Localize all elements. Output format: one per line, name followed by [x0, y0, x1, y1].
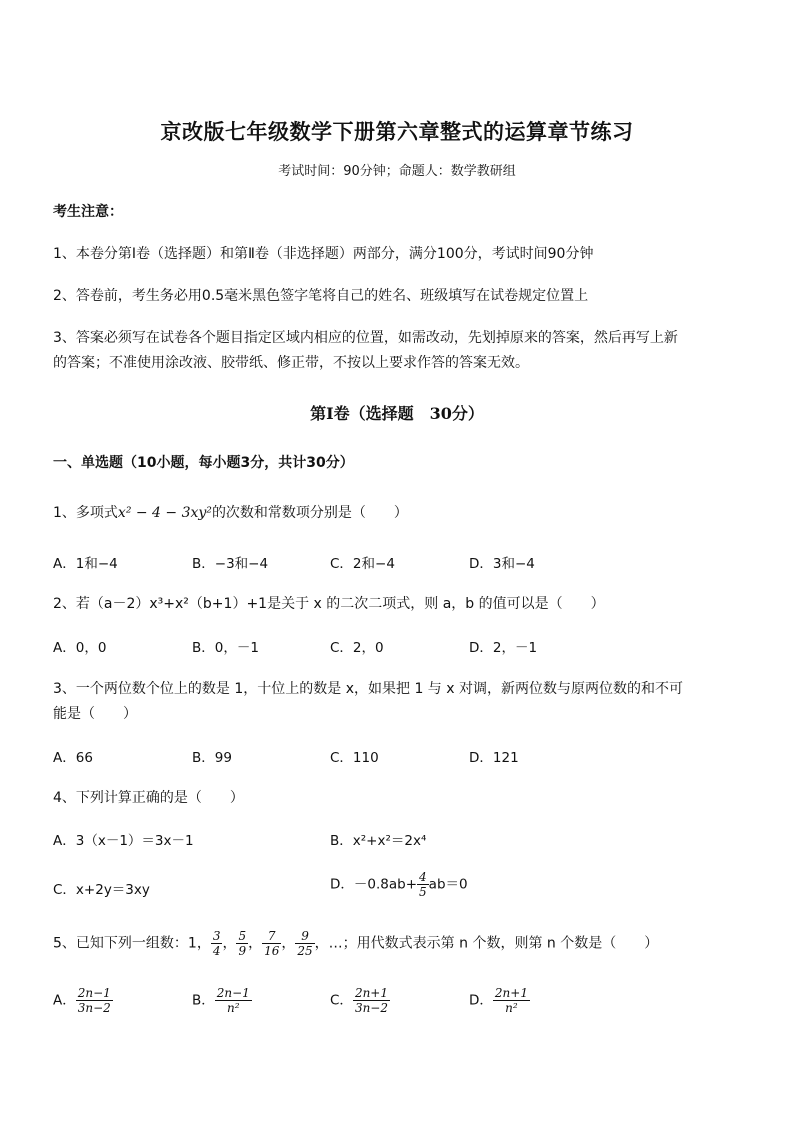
fraction-numerator: 2n−1 [216, 986, 250, 1000]
question-text: 1、多项式 [53, 505, 118, 521]
option-c[interactable]: C．2和−4 [330, 556, 395, 572]
question-3-line2: 能是（ ） [53, 706, 137, 722]
question-3-line1: 3、一个两位数个位上的数是 1，十位上的数是 x，如果把 1 与 x 对调，新两位数与原两位数的和不可 [53, 681, 683, 697]
notice-item: 1、本卷分第Ⅰ卷（选择题）和第Ⅱ卷（非选择题）两部分，满分100分，考试时间90分钟 [53, 246, 594, 262]
fraction [493, 986, 530, 1015]
exam-info: 考试时间：90分钟；命题人：数学教研组 [278, 164, 516, 179]
option-label: B． [192, 992, 215, 1009]
fraction [215, 986, 252, 1015]
option-d[interactable]: D．3和−4 [469, 556, 535, 572]
option-c[interactable]: C．x+2y＝3xy [53, 882, 150, 898]
fraction-numerator: 2n+1 [354, 986, 388, 1000]
page-title: 京改版七年级数学下册第六章整式的运算章节练习 [160, 119, 634, 144]
fraction [236, 929, 248, 958]
option-b[interactable]: B．99 [192, 750, 232, 766]
fraction-denominator: 9 [238, 944, 247, 958]
option-label: C． [330, 992, 353, 1009]
fraction [417, 870, 429, 899]
option-label: A． [53, 992, 76, 1009]
question-text: 的次数和常数项分别是（ ） [211, 505, 408, 521]
fraction [353, 986, 390, 1015]
math-expression: x² − 4 − 3xy² [117, 505, 212, 521]
fraction [211, 929, 223, 958]
question-text: ，…；用代数式表示第 n 个数，则第 n 个数是（ ） [314, 935, 659, 952]
fraction-numerator: 7 [262, 929, 281, 944]
fraction-denominator: 4 [212, 944, 221, 958]
part-title: 一、单选题（10小题，每小题3分，共计30分） [53, 455, 354, 471]
section-title: 第Ⅰ卷（选择题 30分） [310, 404, 484, 423]
notice-item: 3、答案必须写在试卷各个题目指定区域内相应的位置，如需改动，先划掉原来的答案，然后再写上新 [53, 330, 678, 346]
option-a[interactable]: A．3（x－1）＝3x－1 [53, 833, 194, 849]
option-d[interactable]: D．2，－1 [469, 640, 538, 656]
option-d[interactable]: D．121 [469, 750, 519, 766]
option-a[interactable]: A．66 [53, 750, 93, 766]
fraction-numerator: 9 [295, 929, 314, 944]
option-b[interactable]: B．−3和−4 [192, 556, 269, 572]
fraction-denominator: 16 [264, 944, 280, 958]
option-text: D．－0.8ab+ [330, 876, 418, 893]
fraction-denominator: 5 [419, 885, 427, 899]
fraction-denominator: n² [227, 1001, 240, 1015]
option-b[interactable]: B．0，－1 [192, 640, 259, 656]
option-label: D． [469, 992, 493, 1009]
option-c[interactable]: C．110 [330, 750, 379, 766]
question-4: 4、下列计算正确的是（ ） [53, 790, 244, 806]
fraction-denominator: 3n−2 [354, 1001, 388, 1015]
option-b[interactable] [192, 986, 252, 1015]
notice-item: 的答案；不准使用涂改液、胶带纸、修正带，不按以上要求作答的答案无效。 [53, 355, 529, 371]
option-c[interactable]: C．2，0 [330, 640, 384, 656]
fraction-denominator: n² [505, 1001, 518, 1015]
question-1 [53, 502, 408, 522]
fraction [262, 929, 281, 958]
question-5: 5、已知下列一组数：1， $\frac{3}{4}$ ， $\frac{5}{9}$ ， $\frac{7}{16}$ ， $\frac{9}{25}$ ，…；用代数式表示第 n 个数，则第 n 个数是（ ） [53, 929, 659, 958]
question-text: 5、已知下列一组数：1， [53, 935, 211, 952]
fraction-numerator: 4 [419, 870, 427, 884]
option-d[interactable] [469, 986, 530, 1015]
option-text: ab＝0 [428, 876, 468, 893]
fraction-denominator: 3n−2 [77, 1001, 111, 1015]
fraction [76, 986, 113, 1015]
fraction-denominator: 25 [297, 944, 313, 958]
question-2: 2、若（a－2）x³+x²（b+1）+1是关于 x 的二次二项式，则 a，b 的值可以是（ ） [53, 596, 605, 612]
option-c[interactable] [330, 986, 390, 1015]
fraction-numerator: 5 [238, 929, 247, 943]
option-a[interactable]: A．1和−4 [53, 556, 118, 572]
option-d[interactable] [330, 870, 468, 899]
fraction [295, 929, 314, 958]
notice-heading: 考生注意： [53, 204, 123, 220]
option-a[interactable] [53, 986, 113, 1015]
fraction-numerator: 3 [212, 929, 221, 943]
fraction-numerator: 2n+1 [494, 986, 528, 1000]
option-a[interactable]: A．0，0 [53, 640, 107, 656]
option-b[interactable]: B．x²+x²＝2x⁴ [330, 833, 427, 849]
fraction-numerator: 2n−1 [77, 986, 111, 1000]
notice-item: 2、答卷前，考生务必用0.5毫米黑色签字笔将自己的姓名、班级填写在试卷规定位置上 [53, 288, 589, 304]
